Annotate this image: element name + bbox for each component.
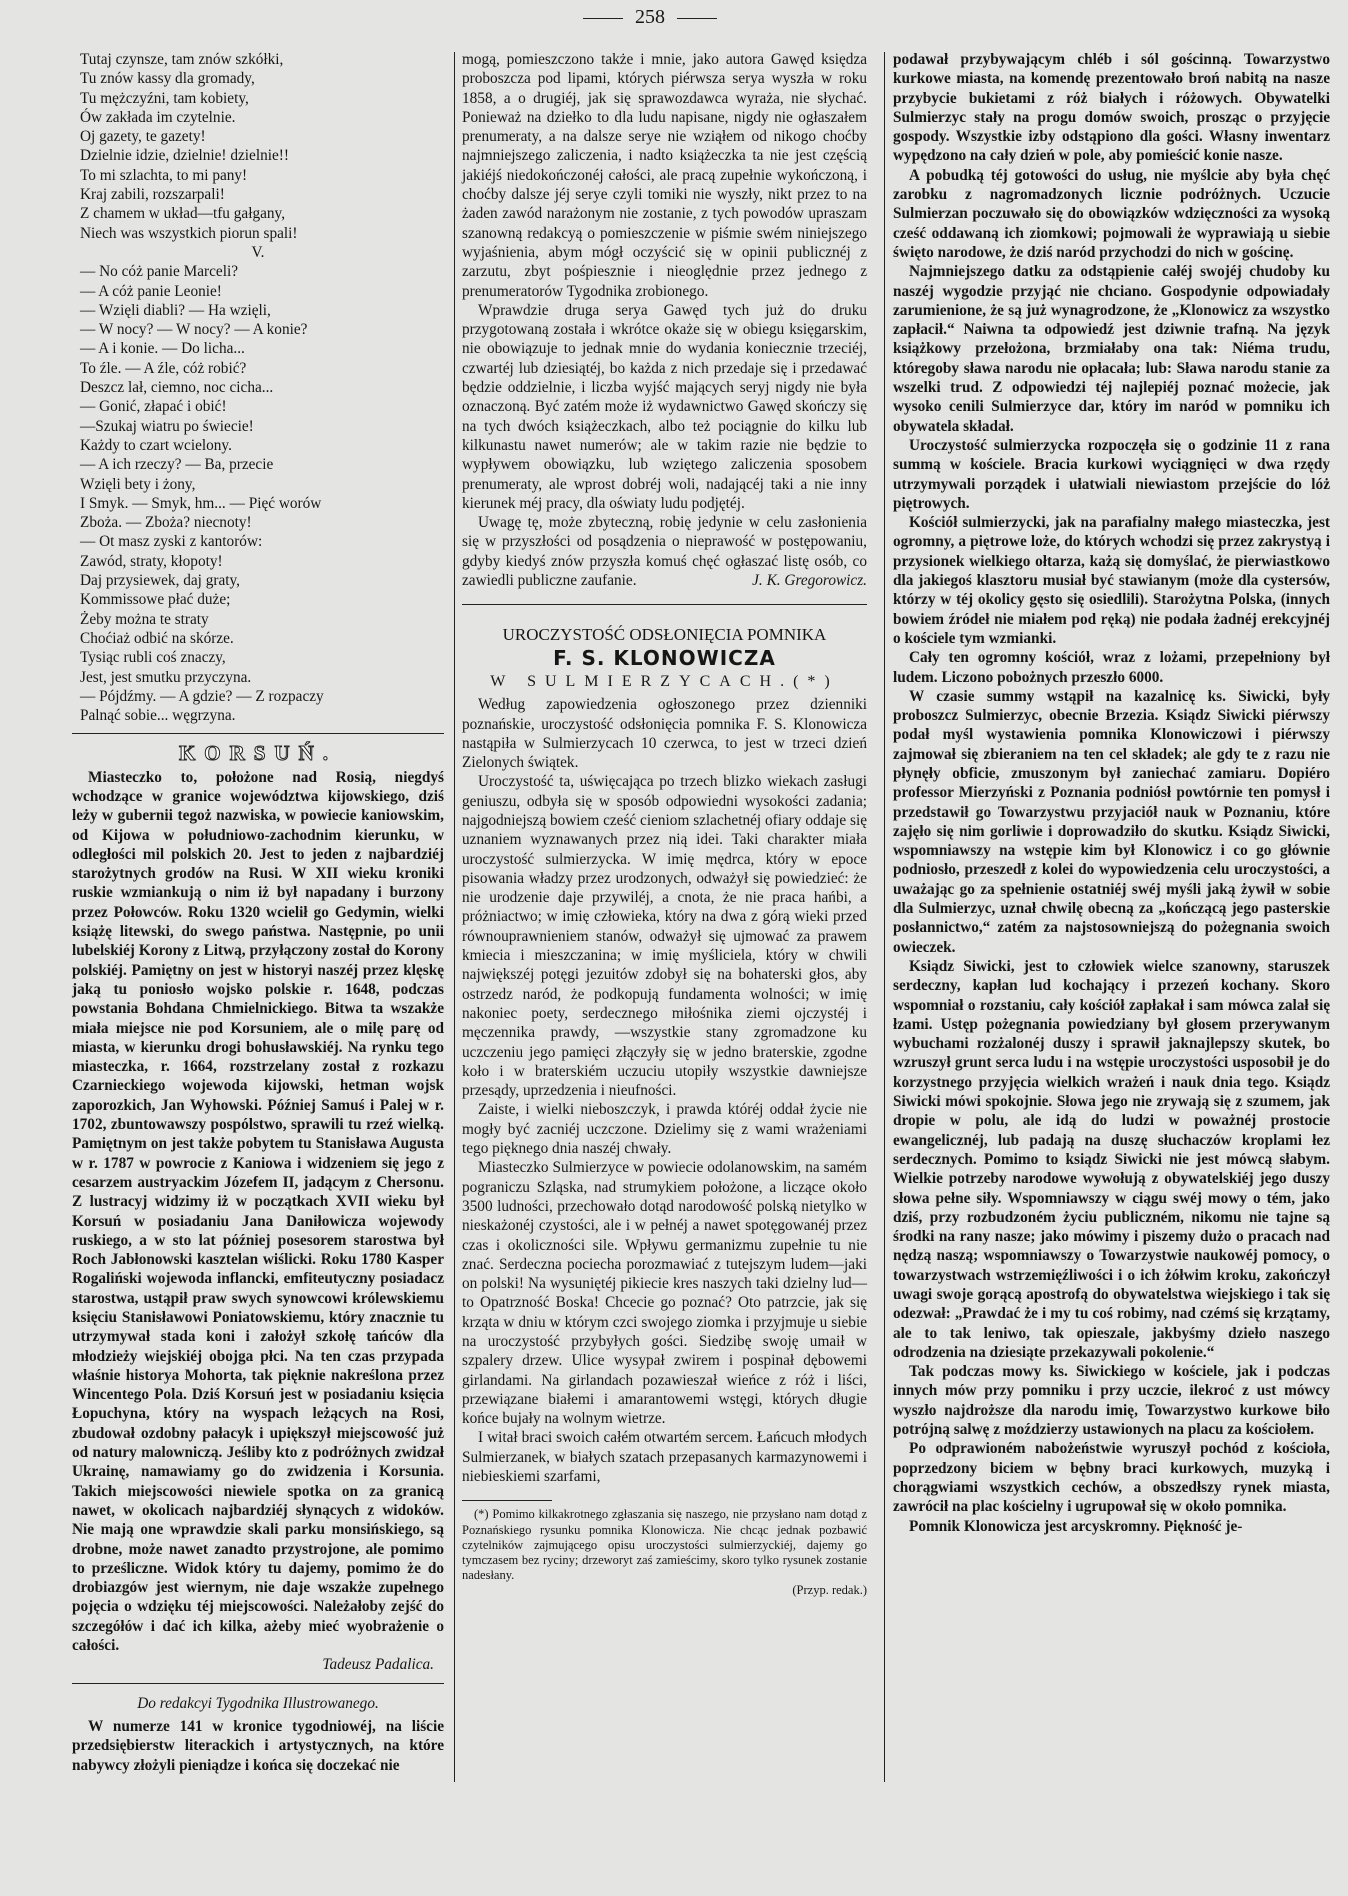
poem-line: Tu mężczyźni, tam kobiety, bbox=[80, 89, 249, 107]
article-place: W SULMIERZYCACH.(*) bbox=[490, 672, 839, 690]
paragraph: podawał przybywającym chléb i sól gościnną. Towarzystwo kurkowe miasta, na komendę prezentowało broń nabitą na nasze przybycie bukietami z róż białych i różowych. Obywatelki Sulmierzyc stały na progu domów swoich, prosząc o przyjęcie gospody. Wszystkie izby odstąpiono dla gości. Własny inwentarz wypędzono na cały dzień w pole, aby pomieścić konie nasze. bbox=[893, 51, 1330, 165]
paragraph: Po odprawioném nabożeństwie wyruszył pochód z kościoła, poprzedzony biciem w bębny braci kurkowych, muzyką i chorągwiami wszystkich cechów, a obszedłszy rynek miasta, zawrócił na plac kościelny i ugrupował się w około pomnika. bbox=[893, 1440, 1330, 1516]
paragraph: Uroczystość ta, uświęcająca po trzech blizko wiekach zasługi geniuszu, odbyła się w sposób odpowiedni wysokości zadania; najgodniejszą bowiem cześć cieniom szlachetnéj ofiary oddaje się uznaniem wyznawanych przez nią idei. Taki charakter miała uroczystość sulmierzycka. W imię mędrca, który w epoce pisowania władzy przez urodzonych, odważył się powiedzieć: że nie urodzenie daje przywiléj, a cnota, że nie praca hańbi, a próżniactwo; w imię człowieka, który na dwa z górą wieki przed równouprawnieniem stanów, odważył się ujmować za prawem kmiecia i mieszczanina; w imię myśliciela, który w chwili największéj potęgi jezuitów zdobył się na bohaterski głos, aby ostrzedz naród, że podkopują fundamenta wolności; w imię nakoniec poety, serdecznego miłośnika ziemi ojczystéj i męczennika prawdy, —wszystkie stany zgromadzone ku uczczeniu jego pamięci złączyły się w jedno braterskie, zgodne koło i w braterskiém uczuciu utopiły wszystkie dawniejsze przesądy, uprzedzenia i nieufności. bbox=[462, 773, 867, 1100]
poem-line: I Smyk. — Smyk, hm... — Pięć worów bbox=[80, 494, 322, 512]
divider bbox=[72, 733, 444, 734]
paragraph: Według zapowiedzenia ogłoszonego przez dzienniki poznańskie, uroczystość odsłonięcia pomnika F. S. Klonowicza nastąpiła w Sulmierzycach 10 czerwca, to jest w trzeci dzień Zielonych świątek. bbox=[462, 696, 867, 772]
korsun-signature: Tadeusz Padalica. bbox=[322, 1656, 434, 1674]
poem-line: — Pójdźmy. — A gdzie? — Z rozpaczy bbox=[80, 687, 324, 705]
page-number bbox=[560, 6, 740, 29]
poem-line: — A i konie. — Do licha... bbox=[80, 340, 245, 358]
paragraph: Kościół sulmierzycki, jak na parafialny małego miasteczka, jest ogromny, a piętrowe loże, do których wchodzi się przez zakrystyą i przysionek wielkiego ołtarza, każą się domyślać, że pierwiastkowo dla jakiegoś klasztoru musiał być stawianym (może dla cystersów, którzy w téj okolicy gęsto się osiedlili). Starożytna Polska, (innych bowiem źródeł nie miałem pod ręką) nie podała żadnéj erekcyjnéj o kościele tym wzmianki. bbox=[893, 514, 1330, 647]
column-3 bbox=[893, 50, 1330, 1536]
poem-line: Oj gazety, te gazety! bbox=[80, 128, 206, 146]
paragraph: W czasie summy wstąpił na kazalnicę ks. Siwicki, były proboszcz Sulmierzyc, obecnie Brzezia. Ksiądz Siwicki piérwszy podał myśl wystawienia pomnika Klonowiczowi i piérwszy zajmował się zbieraniem na ten cel składek; ale gdy te z razu nie płynęły obficie, zmuszonym był zaniechać zamiaru. Dopiéro professor Mierzyński z Poznania podniósł powtórnie ten pomysł i przedstawił go Towarzystwu przyjaciół nauk w Poznaniu, które zajęło się nim gorliwie i doprowadziło do skutku. Ksiądz Siwicki, wspomniawszy na wstępie kim był Klonowicz i co go głównie podniosło, przeszedł z kolei do wypowiedzenia celu uroczystości, a uważając go za spełnienie ostatniéj swéj myśli jaką żywił w sobie dla Sulmierzyc, uznał chwilę obecną za „kończącą jego pasterskie posłannictwo,“ zatém za najstosowniejszą do pożegnania swoich owieczek. bbox=[893, 687, 1330, 956]
poem-line: — Ot masz zyski z kantorów: bbox=[80, 533, 263, 551]
poem-section-number: V. bbox=[251, 243, 265, 261]
article-body bbox=[462, 695, 867, 1486]
column-divider bbox=[454, 52, 455, 1782]
paragraph: Miasteczko Sulmierzyce w powiecie odolanowskim, na samém pograniczu Szląska, nad strumykiem położone, a liczące około 3500 ludności, przechowało dotąd narodowość polską nietylko w nieskażonéj czystości, ale i w pełnéj a nawet spotęgowanéj przez czas i okoliczności sile. Wpływu germanizmu zupełnie tu nie znać. Serdeczna pociecha porozmawiać z tutejszym ludem—jaki on polski! Na wysuniętéj pikiecie kres naszych taki dzielny lud—to Opatrzność Boska! Chcecie go poznać? Oto patrzcie, jak się krząta w dniu w którym czci swojego ziomka i przyjmuje u siebie na uroczystość przybyłych gości. Siedzibę swoję umaił w szpalery drzew. Ulice wysypał zwirem i pospinał dębowemi girlandami. Na girlandach pozawieszał wieńce z róż i liści, przewiązane białemi i amarantowemi wstęgi, których długie końce bujały na wolnym wietrze. bbox=[462, 1159, 867, 1428]
article-title: UROCZYSTOŚĆ ODSŁONIĘCIA POMNIKA bbox=[502, 625, 827, 645]
letter-signature: J. K. Gregorowicz. bbox=[752, 572, 867, 590]
paragraph: I witał braci swoich całém otwartém sercem. Łańcuch młodych Sulmierzanek, w białych szatach przepasanych karmazynowemi i niebieskiemi szarfami, bbox=[462, 1429, 867, 1486]
poem-line: Jest, jest smutku przyczyna. bbox=[80, 668, 252, 686]
footnote-credit: (Przyp. redak.) bbox=[792, 1583, 867, 1598]
column-2 bbox=[462, 50, 867, 1599]
paragraph: A pobudką téj gotowości do usług, nie myślcie aby była chęć zarobku z nagromadzonych licznie podróżnych. Uczucie Sulmierzan poczuwało się do obowiązków wdzięczności za wysoką cześć oddawaną ich ziomkowi; pojmowali że wyprawiają u siebie święto narodowe, że dziś naród przychodzi do nich w gościnę. bbox=[893, 166, 1330, 261]
paragraph: Cały ten ogromny kościół, wraz z lożami, przepełniony był ludem. Liczono pobożnych przeszło 6000. bbox=[893, 649, 1330, 686]
poem-line: Żeby można te straty bbox=[80, 610, 209, 628]
letter-paragraph-continued: mogą, pomieszczono także i mnie, jako autora Gawęd księdza proboszcza pod lipami, których piérwsza serya wyszła w roku 1858, a o drugiéj, jak się sprawozdawca wyraża, nie słychać. Ponieważ na dziełko to dla ludu napisane, nigdy nie ogłaszałem prenumeraty, a na dalsze serye nie wziąłem od nikogo choćby najmniejszego zaliczenia, i nadto książeczka ta nie jest częścią jakiéjś niedokończonéj całości, ale pracą zupełnie wykończoną, i choćby dalsze jéj serye czyli tomiki nie wyszły, nikt przez to na żaden zawód narażonym nie zostanie, z tych powodów upraszam szanowną redakcyą o pomieszczenie w piśmie swém niniejszego wyjaśnienia, abym mógł oczyścić się w opinii publicznéj z zarzutu, zbyt pośpiesznie i nieoględnie przez jednego z prenumeratorów Tygodnika zrobionego. bbox=[462, 51, 867, 300]
letter-paragraph: W numerze 141 w kronice tygodniowéj, na liście przedsiębierstw literackich i artystycznych, na które nabywcy złożyli pieniądze i końca się doczekać nie bbox=[72, 1717, 444, 1774]
article-subject: F. S. KLONOWICZA bbox=[553, 645, 776, 670]
poem-line: Zawód, straty, kłopoty! bbox=[80, 552, 223, 570]
poem-line: Palnąć sobie... węgrzyna. bbox=[80, 707, 236, 725]
paragraph: Zaiste, i wielki nieboszczyk, i prawda któréj oddał życie nie mogły być zacniéj uczczone. Dzielimy się z wami wrażeniami tego pięknego dnia naszéj chwały. bbox=[462, 1101, 867, 1158]
poem-line: — W nocy? — W nocy? — A konie? bbox=[80, 321, 308, 339]
column-1 bbox=[72, 50, 444, 1775]
divider bbox=[462, 604, 867, 605]
paragraph: Najmniejszego datku za odstąpienie całéj swojéj chudoby ku naszéj wygodzie przyjąć nie chciano. Gospodynie odpowiadały zarumienione, że są już wynagrodzone, że „Klonowicz za wszystko zapłacił.“ Naiwna ta odpowiedź jest dziwnie trafną. Na język książkowy przełożona, brzmiałaby ona tak: Niéma trudu, któregoby sława narodu nie opłacała; lub: Sława narodu stanie za wszelki trud. Z odpowiedzi téj najlepiéj poznać możecie, jak wysoko cenili Sulmierzyce dar, który im naród w pomniku ich obywatela składał. bbox=[893, 263, 1330, 435]
poem-line: — Wzięli diabli? — Ha wzięli, bbox=[80, 301, 271, 319]
poem-line: Każdy to czart wcielony. bbox=[80, 436, 232, 454]
footnote-divider bbox=[462, 1500, 552, 1501]
letter-paragraph: Uwagę tę, może zbyteczną, robię jedynie w celu zasłonienia się w przyszłości od posądzenia o nieprawość w postępowaniu, gdyby kiedyś znów przyszła komuś chęć ogłaszać listę osób, co zawiedli publiczne zaufanie. bbox=[462, 514, 867, 590]
poem-line: Wzięli bety i żony, bbox=[80, 475, 196, 493]
letter-paragraph: Wprawdzie druga serya Gawęd tych już do druku przygotowaną została i wkrótce okaże się w obiegu księgarskim, nie obowiązuje to jednak mnie do wydania koniecznie trzeciéj, czwartéj lub dziesiątéj, bo każda z nich przedaje się i przedawać będzie oddzielnie, i liczba wyjść mających seryj nigdy nie była oznaczoną. Być zatém może iż wydawnictwo Gawęd skończy się na tych dwóch książeczkach, albo też pociągnie do kilku lub kilkunastu nawet numerów; ale w takim razie nie będzie to wypływem obowiązku, lub wziętego zaliczenia sposobem prenumeraty, ale wprost dobréj woli, nadającéj taki a nie inny kierunek méj pracy, dla oświaty ludu podjętéj. bbox=[462, 301, 867, 512]
korsun-title: KORSUŃ. bbox=[178, 741, 338, 766]
footnote bbox=[462, 1507, 867, 1598]
poem-line: To źle. — A źle, cóż robić? bbox=[80, 359, 247, 377]
poem-line: — No cóż panie Marceli? bbox=[80, 263, 238, 281]
poem-line: Choćiaż odbić na skórze. bbox=[80, 629, 234, 647]
poem-line: Tutaj czynsze, tam znów szkółki, bbox=[80, 51, 284, 68]
poem-line: Daj przysiewek, daj graty, bbox=[80, 572, 240, 590]
poem-line: To mi szlachta, to mi pany! bbox=[80, 166, 248, 184]
poem-line: Kommissowe płać duże; bbox=[80, 591, 231, 609]
poem-line: Z chamem w układ—tfu gałgany, bbox=[80, 205, 286, 223]
poem-line: Dzielnie idzie, dzielnie! dzielnie!! bbox=[80, 147, 289, 165]
page-number-text: 258 bbox=[635, 6, 665, 28]
poem-line: Tysiąc rubli coś znaczy, bbox=[80, 649, 226, 667]
divider bbox=[72, 1683, 444, 1684]
poem-line: — A ich rzeczy? — Ba, przecie bbox=[80, 456, 274, 474]
poem-line: —Szukaj wiatru po świecie! bbox=[80, 417, 254, 435]
letter-heading: Do redakcyi Tygodnika Illustrowanego. bbox=[137, 1694, 379, 1712]
poem-line: Zboża. — Zboża? niecnoty! bbox=[80, 514, 252, 532]
poem bbox=[72, 50, 444, 725]
column-divider bbox=[884, 52, 885, 1782]
poem-line: Kraj zabili, rozszarpali! bbox=[80, 186, 225, 204]
poem-line: — A cóż panie Leonie! bbox=[80, 282, 222, 300]
poem-line: — Gonić, złapać i obić! bbox=[80, 398, 227, 416]
poem-line: Ów zakłada im czytelnie. bbox=[80, 108, 236, 126]
poem-line: Deszcz lał, ciemno, noc cicha... bbox=[80, 379, 274, 397]
paragraph: Pomnik Klonowicza jest arcyskromny. Piękność je- bbox=[909, 1517, 1243, 1535]
poem-line: Niech was wszystkich piorun spali! bbox=[80, 224, 298, 242]
footnote-text: (*) Pomimo kilkakrotnego zgłaszania się naszego, nie przysłano nam dotąd z Poznańskiego rysunku pomnika Klonowicza. Nie chcąc jednak pozbawić czytelników zajmującego opisu uroczystości sulmierzyckiéj, dajemy go tymczasem bez ryciny; drzeworyt zaś zamieścimy, skoro tylko rysunek zostanie nadesłany. bbox=[462, 1507, 867, 1583]
paragraph: Tak podczas mowy ks. Siwickiego w kościele, jak i podczas innych mów przy pomniku i przy uczcie, ilekroć z ust mówcy wyszło najdroższe dla narodu imię, Towarzystwo kurkowe biło potrójną salwę z moździerzy ustawionych na placu za kościołem. bbox=[893, 1363, 1330, 1439]
paragraph: Miasteczko to, położone nad Rosią, niegdyś wchodzące w granice województwa kijowskiego, dziś leży w gubernii tegoż nazwiska, w powiecie kaniowskim, od Kijowa w południowo-zachodnim kierunku, w odległości mil polskich 20. Jest to jeden z najbardziéj starożytnych grodów na Rusi. W XII wieku kroniki ruskie wzmiankują o nim iż był napadany i burzony przez Połowców. Roku 1320 wcielił go Gedymin, wielki książę litewski, do swego państwa. Następnie, po unii lubelskiéj Korony z Litwą, przyłączony został do Korony polskiéj. Pamiętny on jest w historyi naszéj przez klęskę jaką tu poniosło wojsko polskie r. 1648, podczas powstania Bohdana Chmielnickiego. Bitwa ta wszakże miała miejsce nie pod Korsuniem, ale o milę parę od miasta, w kierunku drogi bohusławskiéj. Na rynku tego miasteczka, r. 1664, rozstrzelany został z rozkazu Czarnieckiego wojewoda kijowski, hetman wojsk zaporozkich, Jan Wyhowski. Później Samuś i Palej w r. 1702, zbuntowawszy pospólstwo, sprawili tu rzeź wielką. Pamiętnym on jest także pobytem tu Stanisława Augusta w r. 1787 w powrocie z Kaniowa i widzeniem się jego z cesarzem austryackim Józefem II, jadącym z Chersonu. Z lustracyj widzimy iż w początkach XVII wieku był Korsuń w posiadaniu Jana Daniłowicza wojewody ruskiego, a w sto lat później posesorem starostwa był Roch Jabłonowski kasztelan wiślicki. Roku 1780 Kasper Rogaliński wojewoda inflancki, emfiteutyczny posiadacz starostwa, ustąpił praw swych synowcowi królewskiemu księciu Stanisławowi Poniatowskiemu, który znacznie tu utrzymywał stada koni i założył szkołę tańców dla młodzieży wiejskiéj obojga płci. Na ten czas przypada właśnie historya Mohorta, tak pięknie nakreślona przez Wincentego Pola. Dziś Korsuń jest w posiadaniu księcia Łopuchyna, który na wyspach leżących na Rosi, zbudował ozdobny pałacyk i upiększył miejscowość już od natury malowniczą. Jeśliby kto z podróżnych zwidzał Ukrainę, namawiamy go do zwidzenia i Korsunia. Takich miejscowości niewiele spotka on za granicą nawet, w okolicach najbardziéj słynących z widoków. Nie mają one wprawdzie skali parku monsińskiego, są drobne, może nawet zanadto przystrojone, ale pomimo to prześliczne. Widok który tu dajemy, pomimo że do drobiazgów jest wiernym, nie daje wszakże zupełnego pojęcia o wdzięku téj miejscowości. Należałoby zejść do szczegółów i dać ich kilka, ażeby mieć wyobrażenie o całości. bbox=[72, 768, 444, 1655]
paragraph: Uroczystość sulmierzycka rozpoczęła się o godzinie 11 z rana summą w kościele. Bracia kurkowi wyciągnięci w dwa rzędy utrzymywali porządek i ułatwiali niewiastom przejście do lóż piętrowych. bbox=[893, 436, 1330, 512]
korsun-article bbox=[72, 768, 444, 1656]
poem-line: Tu znów kassy dla gromady, bbox=[80, 70, 255, 88]
paragraph: Ksiądz Siwicki, jest to człowiek wielce szanowny, staruszek serdeczny, kapłan lud kochający i przezeń kochany. Skoro wspomniał o rozstaniu, cały kościół zapłakał i sam mówca zalał się łzami. Ustęp pożegnania powiedziany był głosem przerywanym wybuchami rozżalonéj duszy i sprawił jaknajlepszy skutek, bo wzruszył grunt serca ludu i na wstępie uroczystości usposobił je do korzystnego przyjęcia wielkich wrażeń i nauk dnia tego. Ksiądz Siwicki mówi spokojnie. Słowa jego nie zrywają się z szumem, jak dropie w polu, ale idą do ludzi w poważnéj prostocie ewangelicznéj, lub padają na duszę słuchaczów kroplami łez serdecznych. Pomimo to ksiądz Siwicki nie jest mówcą słabym. Wielkie potrzeby narodowe wywołują z obywatelskiéj jego duszy słowa pełne siły. Wspomniawszy w ciągu swéj mowy o tém, jako dziś, przy rozbudzoném życiu publiczném, nikomu nie tajne są środki na rany nasze; jako mówimy i piszemy dużo o pracach nad nędzą naszą; wspomniawszy o Towarzystwie naukowéj pomocy, o towarzystwach wstrzemięźliwości i o ich żółwim kroku, zakończył uwagi swoje gorącą apostrofą do obywatelstwa wiejskiego i tak się odezwał: „Prawdać że i my tu coś robimy, nad czémś się krzątamy, ale to tak leniwo, tak opieszale, jakbyśmy dzieło naszego odrodzenia na dziesiąte przekazywali pokolenie.“ bbox=[893, 957, 1330, 1361]
article-body-continued bbox=[893, 50, 1330, 1536]
